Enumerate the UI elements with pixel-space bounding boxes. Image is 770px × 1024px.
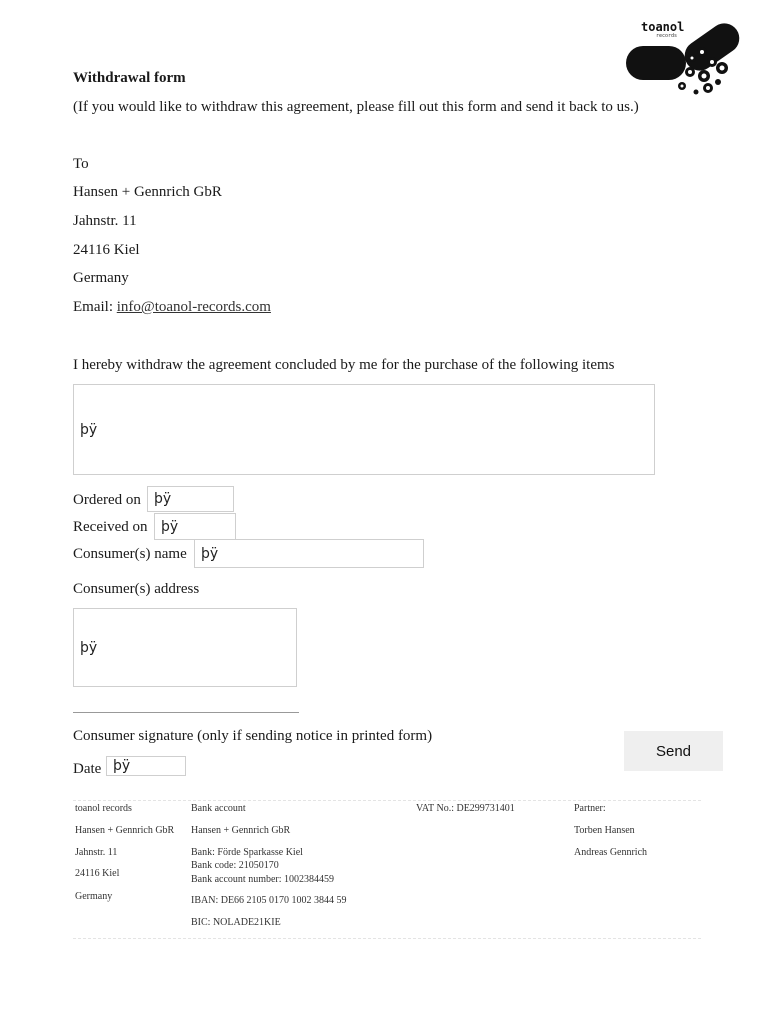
consumer-name-input[interactable]: þÿ <box>194 539 424 568</box>
to-label: To <box>73 156 89 172</box>
pill-icon <box>622 14 754 96</box>
recipient-city: 24116 Kiel <box>73 242 140 258</box>
recipient-email-row <box>73 298 271 316</box>
email-link[interactable]: info@toanol-records.com <box>116 299 271 315</box>
recipient-country: Germany <box>73 270 129 286</box>
consumer-address-textarea[interactable]: þÿ <box>73 608 297 687</box>
footer-bank-name: Bank: Förde Sparkasse Kiel <box>191 847 303 858</box>
items-textarea[interactable]: þÿ <box>73 384 655 475</box>
footer-iban: IBAN: DE66 2105 0170 1002 3844 59 <box>191 895 347 906</box>
send-button[interactable]: Send <box>624 731 723 771</box>
footer-bottom-divider <box>73 938 701 939</box>
signature-line <box>73 712 299 713</box>
footer-company: toanol records <box>75 803 132 814</box>
footer-vat: VAT No.: DE299731401 <box>416 803 515 814</box>
ordered-on-label: Ordered on <box>73 492 141 508</box>
recipient-company: Hansen + Gennrich GbR <box>73 184 222 200</box>
received-on-label: Received on <box>73 519 148 535</box>
company-logo <box>622 14 754 96</box>
withdraw-statement: I hereby withdraw the agreement concluded by me for the purchase of the following items <box>73 357 615 373</box>
date-label: Date <box>73 761 102 777</box>
footer-partner-title: Partner: <box>574 803 606 814</box>
consumer-name-label: Consumer(s) name <box>73 546 187 562</box>
footer-partner-1: Torben Hansen <box>574 825 635 836</box>
footer-bank-code: Bank code: 21050170 <box>191 860 279 871</box>
footer-company-legal: Hansen + Gennrich GbR <box>75 825 175 836</box>
ordered-on-input[interactable]: þÿ <box>147 486 234 512</box>
consumer-address-label: Consumer(s) address <box>73 581 200 597</box>
footer-city: 24116 Kiel <box>75 868 120 879</box>
footer-bank-title: Bank account <box>191 803 246 814</box>
logo-subtext: records <box>656 33 678 39</box>
footer-country: Germany <box>75 891 113 902</box>
footer-bic: BIC: NOLADE21KIE <box>191 917 281 928</box>
recipient-street: Jahnstr. 11 <box>73 213 137 229</box>
footer-bank-account: Bank account number: 1002384459 <box>191 874 335 885</box>
form-intro: (If you would like to withdraw this agreement, please fill out this form and send it back to us.) <box>73 99 639 115</box>
email-label: Email: <box>73 299 113 315</box>
footer-top-divider <box>73 800 701 801</box>
date-input[interactable]: þÿ <box>106 756 186 776</box>
logo-text: toanol <box>641 20 685 34</box>
received-on-input[interactable]: þÿ <box>154 513 236 540</box>
footer-partner-2: Andreas Gennrich <box>574 847 648 858</box>
signature-label: Consumer signature (only if sending notice in printed form) <box>73 728 433 744</box>
form-title: Withdrawal form <box>73 70 186 86</box>
footer-bank-holder: Hansen + Gennrich GbR <box>191 825 291 836</box>
footer-street: Jahnstr. 11 <box>75 847 118 858</box>
